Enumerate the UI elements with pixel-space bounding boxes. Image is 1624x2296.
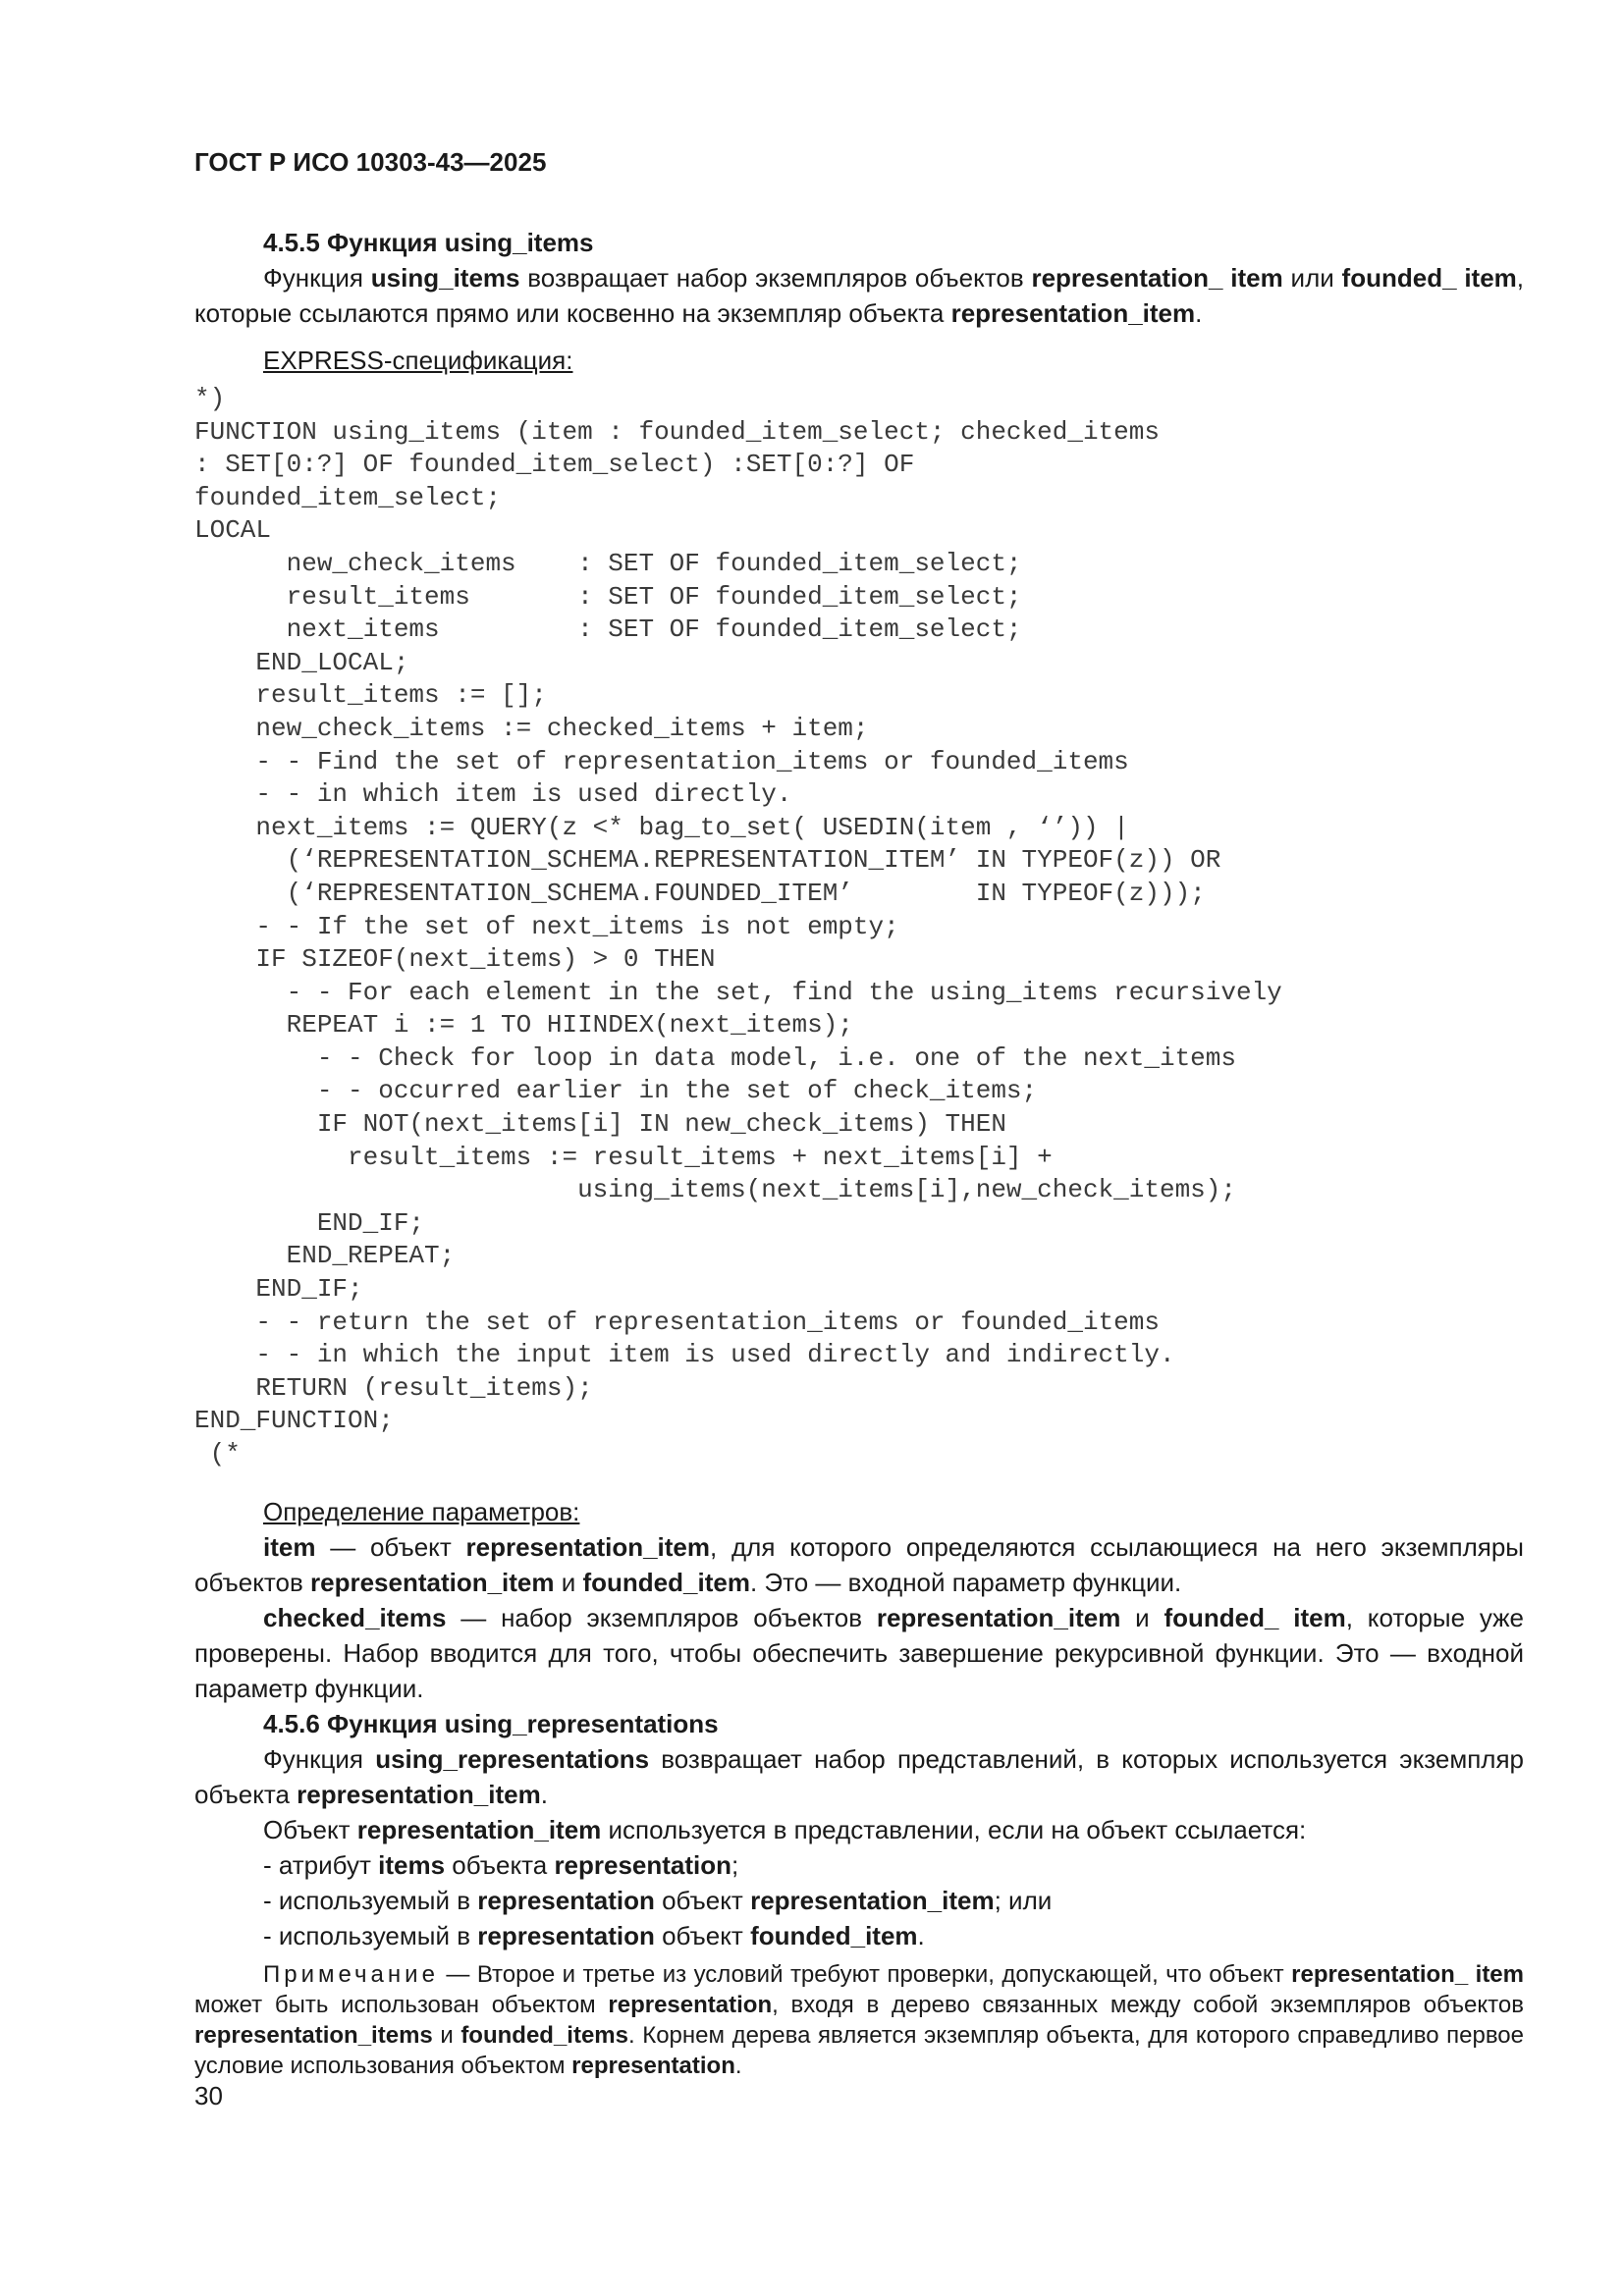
- code-line: - - in which the input item is used directly and indirectly.: [194, 1340, 1175, 1370]
- express-code-block: [194, 383, 1282, 1471]
- code-line: *): [194, 384, 226, 413]
- note-label: Примечание: [263, 1961, 439, 1988]
- section-4-5-6-intro: Функция using_representations возвращает набор представлений, в которых используется экземпляр объекта representation_item.: [194, 1744, 1524, 1809]
- code-line: result_items := result_items + next_items[i] +: [194, 1142, 1053, 1172]
- code-line: FUNCTION using_items (item : founded_item_select; checked_items: [194, 416, 1160, 447]
- param-checked-items-description: checked_items — набор экземпляров объектов representation_item и founded_ item, которые уже проверены. Набор вводится для того, чтобы обеспечить завершение рекурсивной функции. Это — входной параметр функции.: [194, 1603, 1524, 1703]
- param-item-description: item — объект representation_item, для которого определяются ссылающиеся на него экземпляры объектов representation_item и founded_item. Это — входной параметр функции.: [194, 1532, 1524, 1597]
- code-line: (‘REPRESENTATION_SCHEMA.FOUNDED_ITEM’ IN TYPEOF(z)));: [194, 878, 1206, 908]
- code-line: LOCAL: [194, 515, 272, 546]
- code-line: next_items : SET OF founded_item_select;: [194, 614, 1022, 645]
- code-line: (‘REPRESENTATION_SCHEMA.REPRESENTATION_ITEM’ IN TYPEOF(z)) OR: [194, 845, 1221, 876]
- code-line: - - Check for loop in data model, i.e. one of the next_items: [194, 1042, 1236, 1073]
- section-intro-paragraph: Функция using_items возвращает набор экземпляров объектов representation_ item или founded_ item, которые ссылаются прямо или косвенно на экземпляр объекта representation_item.: [194, 263, 1525, 328]
- code-line: founded_item_select;: [194, 482, 502, 512]
- code-line: END_REPEAT;: [194, 1241, 456, 1271]
- list-item: - используемый в representation объект founded_item.: [263, 1921, 925, 1950]
- code-line: next_items := QUERY(z <* bag_to_set( USEDIN(item , ‘’)) |: [194, 812, 1129, 842]
- code-line: - - occurred earlier in the set of check_items;: [194, 1076, 1038, 1106]
- code-line: new_check_items : SET OF founded_item_select;: [194, 548, 1022, 578]
- express-spec-label: EXPRESS-спецификация:: [263, 346, 573, 375]
- parameters-label: Определение параметров:: [263, 1497, 580, 1526]
- code-line: - - Find the set of representation_items or founded_items: [194, 746, 1129, 776]
- code-line: END_LOCAL;: [194, 647, 409, 677]
- note-block: [194, 1959, 1524, 2081]
- code-line: - - return the set of representation_items or founded_items: [194, 1307, 1160, 1337]
- code-line: END_IF;: [194, 1274, 363, 1305]
- code-line: IF NOT(next_items[i] IN new_check_items) THEN: [194, 1109, 1006, 1140]
- section-4-5-5: [194, 225, 1524, 378]
- code-line: : SET[0:?] OF founded_item_select) :SET[0:?] OF: [194, 450, 915, 480]
- code-line: - - If the set of next_items is not empty;: [194, 911, 899, 941]
- document-header: ГОСТ Р ИСО 10303-43—2025: [194, 147, 547, 177]
- code-line: IF SIZEOF(next_items) > 0 THEN: [194, 944, 716, 975]
- code-line: END_FUNCTION;: [194, 1406, 394, 1436]
- code-line: REPEAT i := 1 TO HIINDEX(next_items);: [194, 1010, 853, 1041]
- section-4-5-6-condition-paragraph: Объект representation_item используется в представлении, если на объект ссылается:: [263, 1815, 1307, 1844]
- code-line: result_items : SET OF founded_item_select;: [194, 581, 1022, 612]
- page-number: 30: [194, 2081, 223, 2110]
- code-line: result_items := [];: [194, 680, 547, 711]
- code-line: - - in which item is used directly.: [194, 779, 792, 810]
- section-heading-4-5-6: 4.5.6 Функция using_representations: [263, 1709, 719, 1738]
- code-line: (*: [194, 1439, 241, 1468]
- list-item: - атрибут items объекта representation;: [263, 1850, 739, 1880]
- section-heading: 4.5.5 Функция using_items: [263, 228, 594, 257]
- code-line: new_check_items := checked_items + item;: [194, 713, 869, 743]
- note-paragraph: Примечание — Второе и третье из условий требуют проверки, допускающей, что объект representation_ item может быть использован объектом representation, входя в дерево связанных между собой экземпляров объектов representation_items и founded_items. Корнем дерева является экземпляр объекта, для которого справедливо первое условие использования объектом representation.: [194, 1961, 1524, 2079]
- list-item: - используемый в representation объект representation_item; или: [263, 1886, 1053, 1915]
- code-line: RETURN (result_items);: [194, 1372, 593, 1403]
- code-line: END_IF;: [194, 1207, 425, 1238]
- code-line: - - For each element in the set, find the using_items recursively: [194, 977, 1282, 1007]
- condition-list: [194, 1847, 1524, 1953]
- code-line: using_items(next_items[i],new_check_items);: [194, 1175, 1236, 1205]
- parameters-section: [194, 1494, 1524, 1953]
